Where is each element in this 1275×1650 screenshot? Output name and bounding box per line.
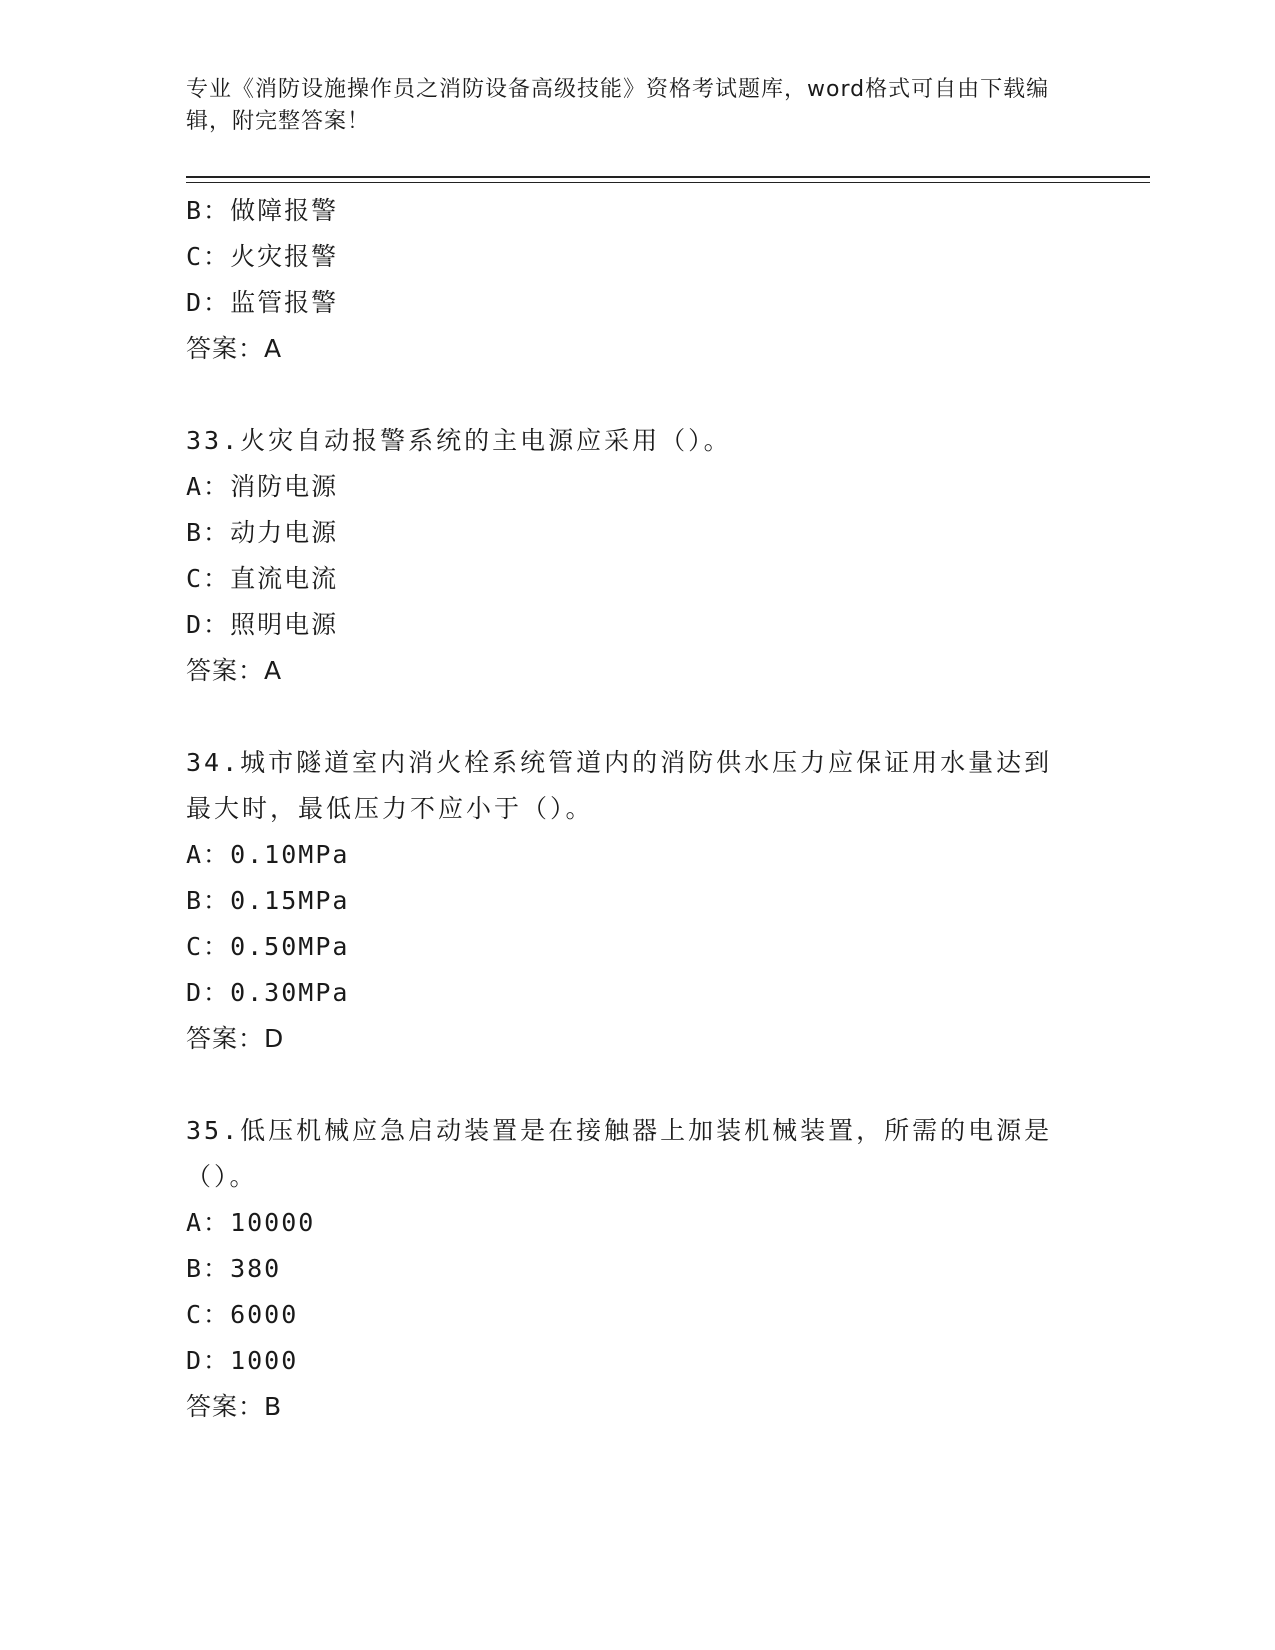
option-label: A： — [186, 1208, 231, 1237]
option-item — [186, 602, 1086, 648]
option-text: 10000 — [230, 1208, 316, 1237]
option-item — [186, 280, 1086, 326]
option-label: A： — [186, 472, 231, 501]
question-stem: 34.城市隧道室内消火栓系统管道内的消防供水压力应保证用水量达到最大时，最低压力不应小于（）。 — [186, 748, 1053, 823]
option-label: B： — [186, 886, 231, 915]
option-text: 0.30MPa — [230, 978, 350, 1007]
question-list — [186, 188, 1086, 1430]
option-label: B： — [186, 196, 231, 225]
option-label: B： — [186, 1254, 231, 1283]
answer-line: 答案：A — [186, 656, 283, 685]
option-label: B： — [186, 518, 231, 547]
option-text: 380 — [230, 1254, 282, 1283]
option-item — [186, 1338, 1086, 1384]
option-text: 0.10MPa — [230, 840, 350, 869]
option-text: 消防电源 — [230, 472, 339, 501]
document-header: 专业《消防设施操作员之消防设备高级技能》资格考试题库，word格式可自由下载编辑，附完整答案！ — [186, 77, 1050, 134]
option-label: C： — [186, 242, 231, 271]
option-item — [186, 510, 1086, 556]
option-text: 6000 — [230, 1300, 299, 1329]
option-label: C： — [186, 1300, 231, 1329]
option-label: D： — [186, 610, 231, 639]
option-text: 直流电流 — [230, 564, 339, 593]
option-item — [186, 556, 1086, 602]
question-block — [186, 1108, 1086, 1430]
option-label: C： — [186, 564, 231, 593]
answer-line: 答案：D — [186, 1024, 285, 1053]
option-item — [186, 1292, 1086, 1338]
option-text: 动力电源 — [230, 518, 339, 547]
question-stem: 33.火灾自动报警系统的主电源应采用（）。 — [186, 426, 732, 455]
option-text: 火灾报警 — [230, 242, 339, 271]
option-item — [186, 878, 1086, 924]
option-item — [186, 1246, 1086, 1292]
answer-line: 答案：A — [186, 334, 283, 363]
option-item — [186, 924, 1086, 970]
option-text: 1000 — [230, 1346, 299, 1375]
option-label: D： — [186, 978, 231, 1007]
header-rule-thick — [186, 176, 1150, 178]
answer-line: 答案：B — [186, 1392, 283, 1421]
option-item — [186, 234, 1086, 280]
option-item — [186, 1200, 1086, 1246]
option-label: C： — [186, 932, 231, 961]
option-text: 监管报警 — [230, 288, 339, 317]
option-text: 照明电源 — [230, 610, 339, 639]
option-item — [186, 970, 1086, 1016]
option-item — [186, 464, 1086, 510]
option-item — [186, 832, 1086, 878]
question-block — [186, 418, 1086, 694]
question-block — [186, 740, 1086, 1062]
option-text: 0.15MPa — [230, 886, 350, 915]
option-label: D： — [186, 288, 231, 317]
header-rule-thin — [186, 182, 1150, 183]
option-text: 做障报警 — [230, 196, 339, 225]
option-label: A： — [186, 840, 231, 869]
carryover-question — [186, 188, 1086, 372]
option-item — [186, 188, 1086, 234]
option-label: D： — [186, 1346, 231, 1375]
option-text: 0.50MPa — [230, 932, 350, 961]
question-stem: 35.低压机械应急启动装置是在接触器上加装机械装置，所需的电源是（）。 — [186, 1116, 1053, 1191]
